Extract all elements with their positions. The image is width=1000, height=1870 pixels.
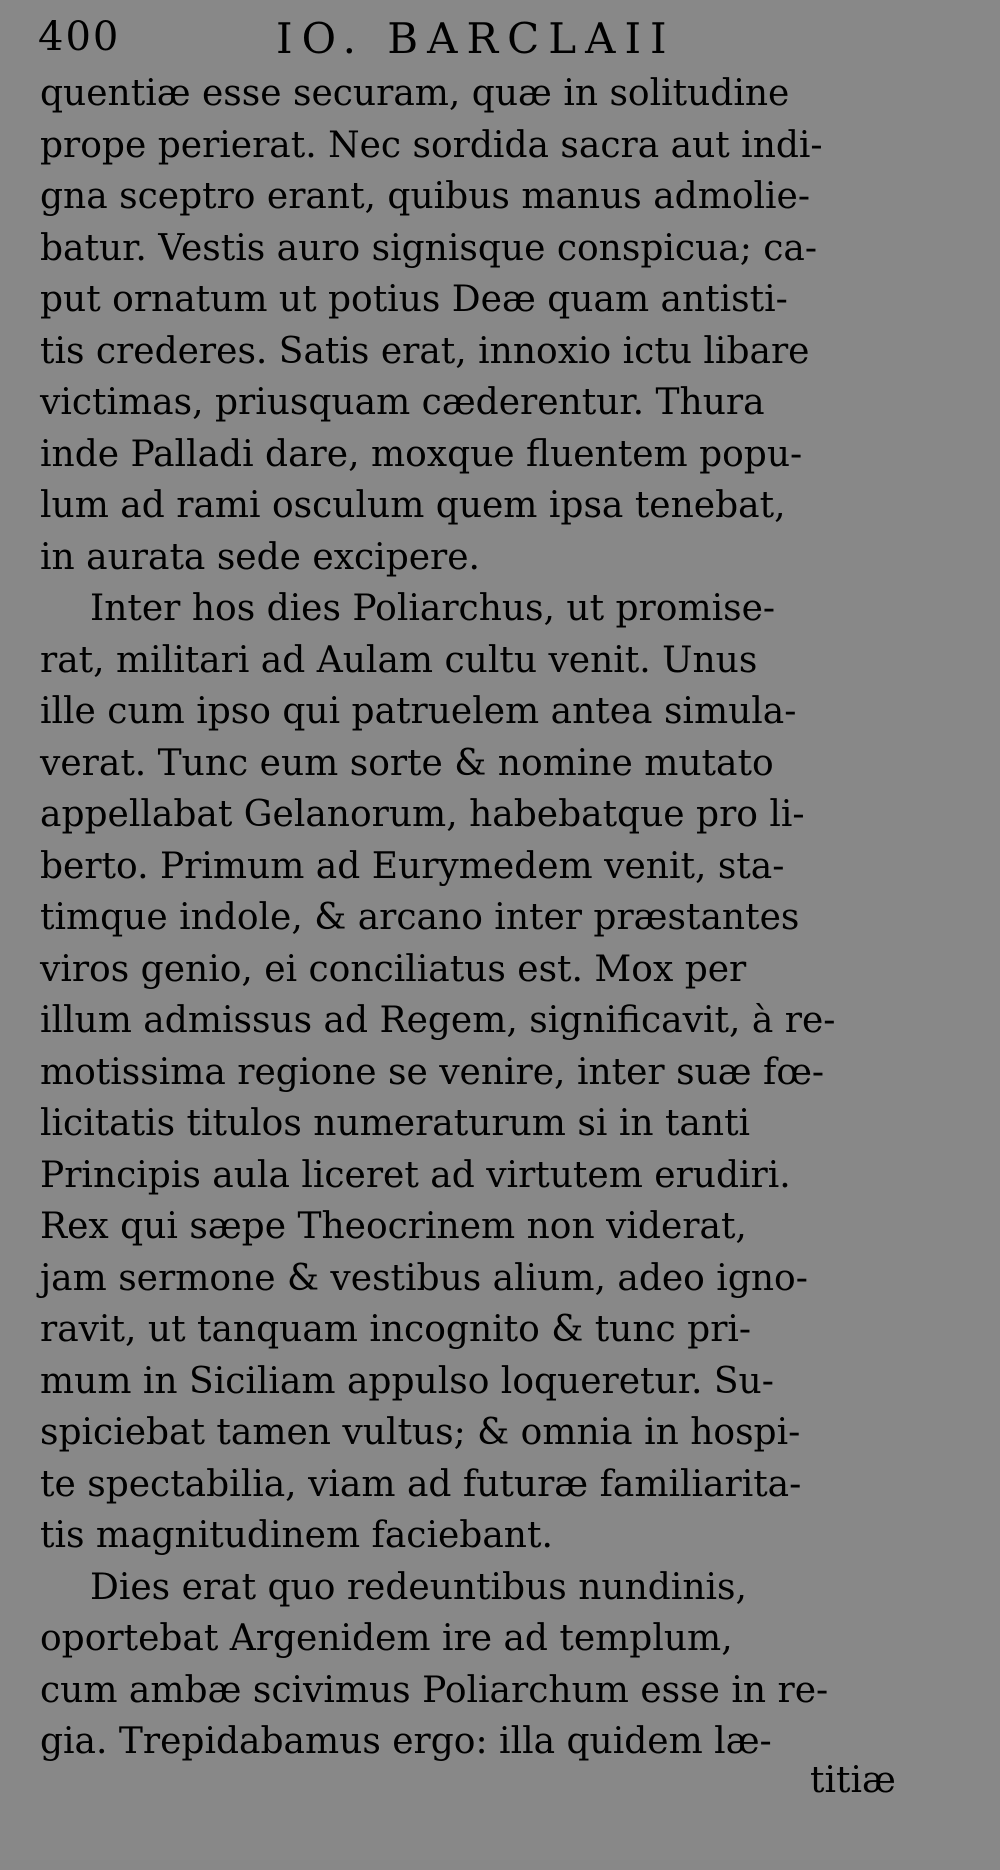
text-line: illum admissus ad Regem, significavit, à re- [40,1000,836,1041]
text-line: gna sceptro erant, quibus manus admolie- [40,176,811,217]
text-line: oportebat Argenidem ire ad templum, [40,1618,733,1659]
text-line: lum ad rami osculum quem ipsa tenebat, [40,485,786,526]
text-line: te spectabilia, viam ad futuræ familiarita- [40,1463,802,1505]
text-line: licitatis titulos numeraturum si in tanti [40,1103,751,1144]
text-line: timque indole, & arcano inter præstantes [40,897,800,938]
text-line: Rex qui sæpe Theocrinem non viderat, [40,1206,747,1247]
text-line: berto. Primum ad Eurymedem venit, sta- [40,845,785,887]
text-line: tis magnitudinem faciebant. [40,1515,553,1556]
text-line: gia. Trepidabamus ergo: illa quidem læ- [40,1721,772,1762]
text-line: batur. Vestis auro signisque conspicua; ca- [40,227,818,269]
text-line: in aurata sede excipere. [40,536,480,578]
text-line: motissima regione se venire, inter suæ fœ- [40,1051,825,1093]
paragraph-first-line: Inter hos dies Poliarchus, ut promise- [90,588,776,629]
text-line: quentiæ esse securam, quæ in solitudine [40,73,790,114]
text-line: ravit, ut tanquam incognito & tunc pri- [40,1309,752,1350]
text-line: prope perierat. Nec sordida sacra aut indi- [40,124,823,166]
text-line: appellabat Gelanorum, habebatque pro li- [40,794,805,835]
paragraph-first-line: Dies erat quo redeuntibus nundinis, [90,1566,747,1608]
page-number: 400 [38,14,121,60]
text-line: mum in Siciliam appulso loqueretur. Su- [40,1360,774,1402]
text-line: viros genio, ei conciliatus est. Mox per [40,948,747,990]
text-line: victimas, priusquam cæderentur. Thura [40,382,765,423]
text-line: put ornatum ut potius Deæ quam antisti- [40,279,788,320]
text-line: jam sermone & vestibus alium, adeo igno- [40,1257,808,1299]
text-line: tis crederes. Satis erat, innoxio ictu libare [40,330,810,372]
body-text [40,68,920,1768]
text-line: inde Palladi dare, moxque fluentem popu- [40,433,803,475]
text-line: verat. Tunc eum sorte & nomine mutato [40,742,774,784]
page-header [38,14,968,74]
text-line: ille cum ipso qui patruelem antea simula- [40,691,797,732]
text-line: cum ambæ scivimus Poliarchum esse in re- [40,1669,829,1711]
text-line: rat, militari ad Aulam cultu venit. Unus [40,639,758,681]
text-line: spiciebat tamen vultus; & omnia in hospi- [40,1412,801,1453]
catchword: titiæ [810,1760,896,1801]
text-line: Principis aula liceret ad virtutem erudiri. [40,1154,791,1196]
running-head: IO. BARCLAII [276,14,676,63]
